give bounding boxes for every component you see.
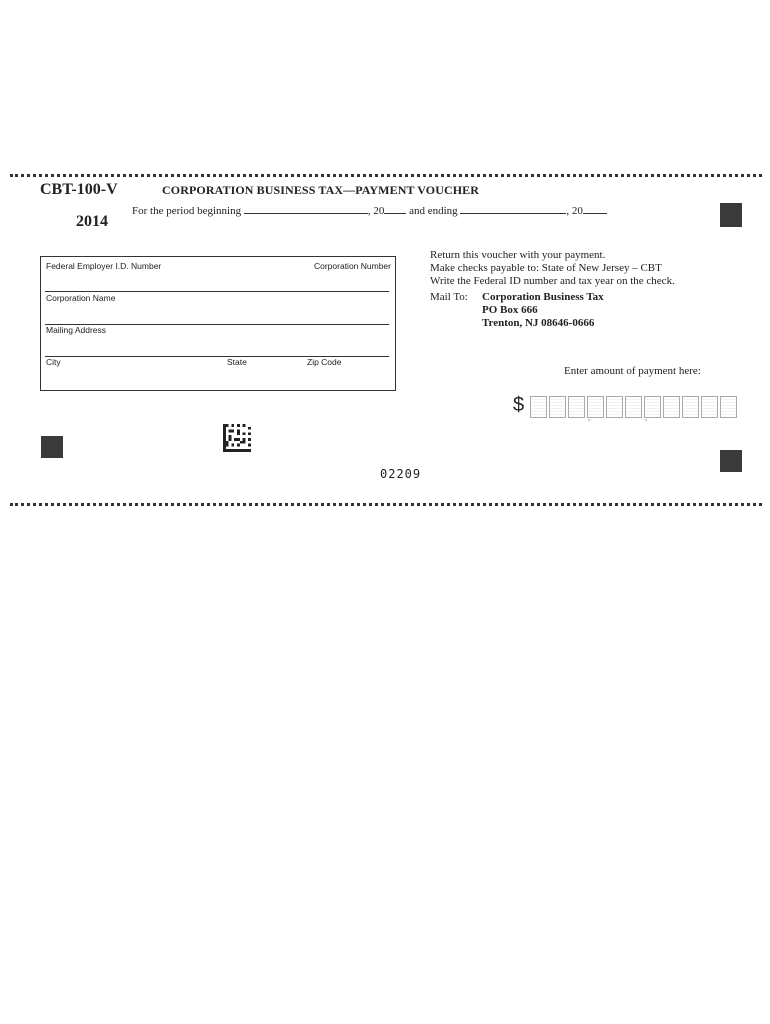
period-and-ending: and ending (409, 205, 458, 217)
tax-year: 2014 (76, 213, 108, 230)
mail-address-line-1: Corporation Business Tax (482, 291, 604, 303)
period-begin-year-blank[interactable] (384, 203, 406, 214)
amount-digit-box[interactable] (530, 396, 547, 418)
instruction-line-1: Return this voucher with your payment. (430, 249, 606, 261)
dollar-sign: $ (513, 394, 525, 416)
period-year-prefix-2: , 20 (566, 205, 583, 217)
mailing-address-label: Mailing Address (46, 325, 107, 335)
period-line (132, 203, 607, 217)
payment-prompt: Enter amount of payment here: (564, 365, 701, 377)
period-end-year-blank[interactable] (583, 203, 607, 214)
zip-code-label: Zip Code (307, 357, 342, 367)
period-end-blank[interactable] (460, 203, 566, 214)
thousands-separator: , (588, 412, 591, 422)
amount-digit-box[interactable] (701, 396, 718, 418)
mail-address-line-3: Trenton, NJ 08646-0666 (482, 317, 595, 329)
amount-digit-box[interactable] (625, 396, 642, 418)
thousands-separator: , (645, 412, 648, 422)
document-control-code: 02209 (380, 467, 422, 481)
registration-mark-bottom-right (720, 450, 742, 472)
corporation-name-label: Corporation Name (46, 293, 116, 303)
registration-mark-top-right (720, 203, 742, 227)
period-label: For the period beginning (132, 205, 242, 217)
period-begin-blank[interactable] (244, 203, 368, 214)
fein-label: Federal Employer I.D. Number (46, 261, 162, 271)
state-label: State (227, 357, 247, 367)
taxpayer-info-box (40, 256, 396, 391)
fein-field[interactable] (45, 291, 389, 292)
amount-digit-box[interactable] (663, 396, 680, 418)
amount-digit-box[interactable] (568, 396, 585, 418)
amount-digit-box[interactable] (682, 396, 699, 418)
mail-address-line-2: PO Box 666 (482, 304, 538, 316)
city-label: City (46, 357, 61, 367)
amount-digit-box[interactable] (606, 396, 623, 418)
top-cut-line (10, 174, 762, 177)
payment-amount-boxes[interactable] (530, 396, 739, 418)
mail-to-label: Mail To: (430, 291, 468, 303)
amount-digit-box[interactable] (549, 396, 566, 418)
bottom-cut-line (10, 503, 762, 506)
instruction-line-3: Write the Federal ID number and tax year on the check. (430, 275, 675, 287)
datamatrix-barcode (222, 424, 252, 452)
voucher-title: CORPORATION BUSINESS TAX—PAYMENT VOUCHER (162, 183, 480, 197)
registration-mark-left (41, 436, 63, 458)
period-year-prefix-1: , 20 (367, 205, 385, 217)
form-id: CBT-100-V (40, 181, 118, 198)
amount-digit-box[interactable] (720, 396, 737, 418)
instruction-line-2: Make checks payable to: State of New Jersey – CBT (430, 262, 662, 274)
corporation-number-label: Corporation Number (313, 261, 391, 271)
